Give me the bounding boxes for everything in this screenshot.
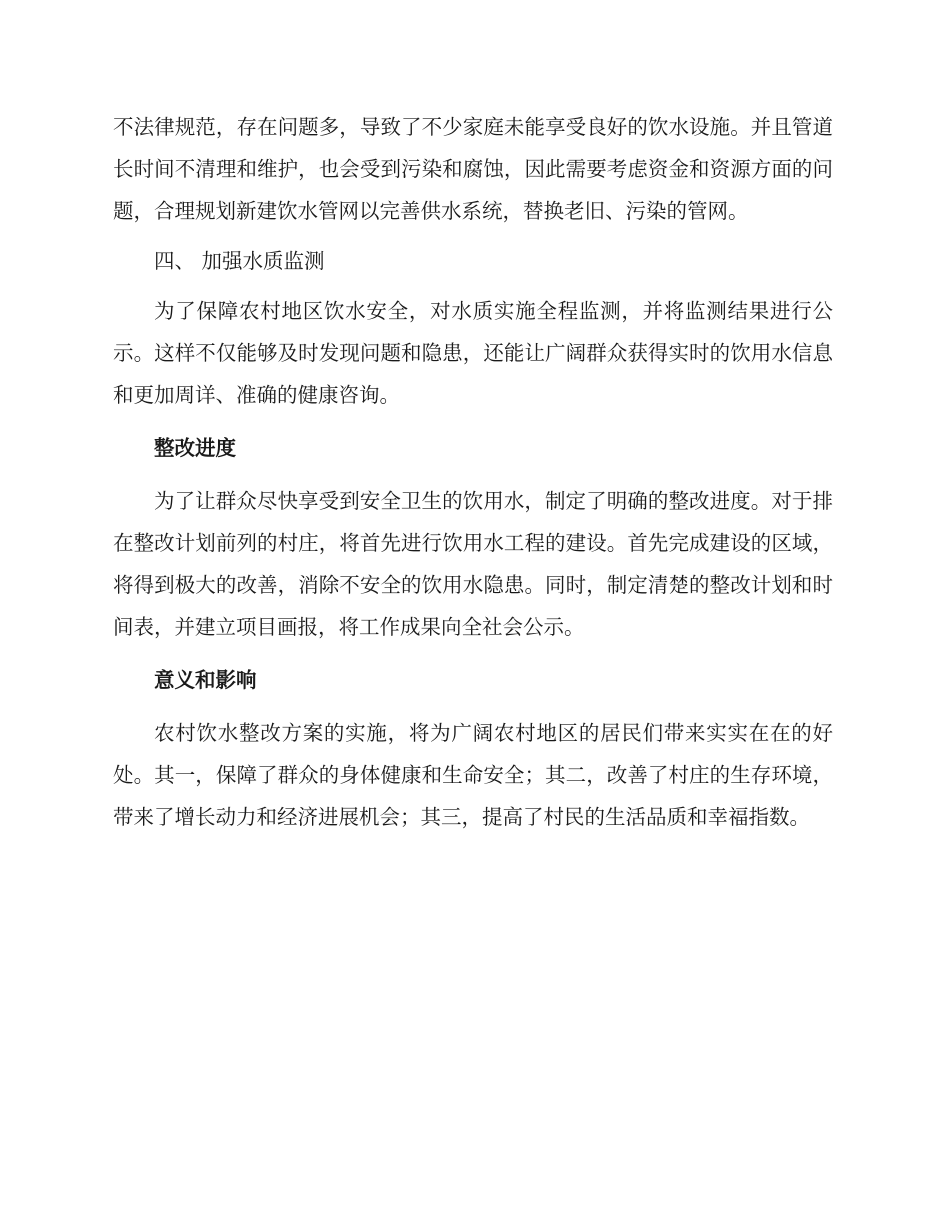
spacer	[113, 232, 833, 240]
paragraph-pipe-network: 不法律规范，存在问题多，导致了不少家庭未能享受良好的饮水设施。并且管道长时间不清理和维护，也会受到污染和腐蚀，因此需要考虑资金和资源方面的问题，合理规划新建饮水管网以完善供水系统，替换老旧、污染的管网。	[113, 115, 833, 223]
section-heading-water-quality: 四、 加强水质监测	[154, 249, 325, 273]
spacer	[113, 282, 833, 290]
spacer	[113, 701, 833, 712]
paragraph-progress: 为了让群众尽快享受到安全卫生的饮用水，制定了明确的整改进度。对于排在整改计划前列的村庄，将首先进行饮用水工程的建设。首先完成建设的区域，将得到极大的改善，消除不安全的饮用水隐患。同时，制定清楚的整改计划和时间表，并建立项目画报，将工作成果向全社会公示。	[113, 489, 833, 639]
spacer	[113, 416, 833, 427]
spacer	[113, 469, 833, 480]
spacer	[113, 648, 833, 659]
section-heading-impact: 意义和影响	[154, 668, 257, 692]
document-body	[113, 106, 833, 838]
paragraph-impact: 农村饮水整改方案的实施，将为广阔农村地区的居民们带来实实在在的好处。其一，保障了群众的身体健康和生命安全；其二，改善了村庄的生存环境，带来了增长动力和经济进展机会；其三，提高了村民的生活品质和幸福指数。	[113, 721, 833, 829]
section-heading-progress: 整改进度	[154, 436, 236, 460]
paragraph-water-monitoring: 为了保障农村地区饮水安全，对水质实施全程监测，并将监测结果进行公示。这样不仅能够及时发现问题和隐患，还能让广阔群众获得实时的饮用水信息和更加周详、准确的健康咨询。	[113, 299, 833, 407]
